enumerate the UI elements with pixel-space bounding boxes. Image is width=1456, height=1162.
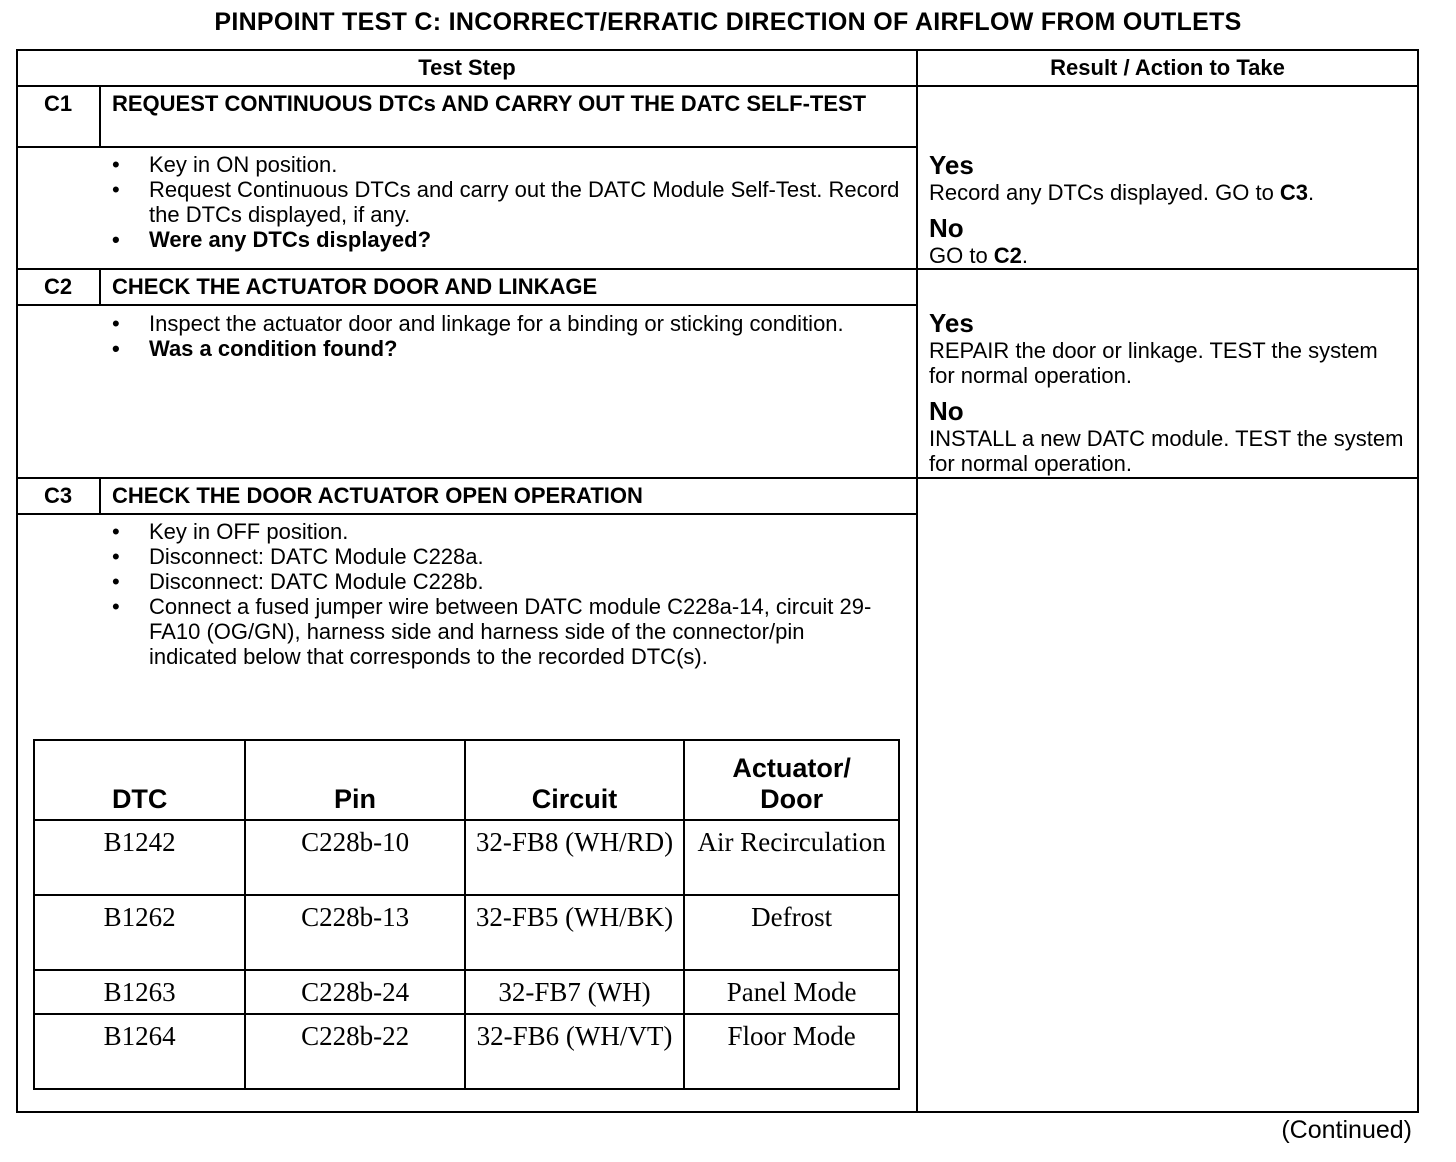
yes-label: Yes <box>929 150 974 180</box>
column-header-circuit: Circuit <box>465 740 685 820</box>
list-item: • Inspect the actuator door and linkage for a binding or sticking condition. <box>112 311 872 336</box>
cell-pin: C228b-22 <box>245 1014 464 1089</box>
yes-action: REPAIR the door or linkage. TEST the system for normal operation. <box>929 338 1378 388</box>
cell-dtc: B1242 <box>34 820 245 895</box>
cell-actuator: Defrost <box>684 895 899 970</box>
cell-dtc: B1264 <box>34 1014 245 1089</box>
list-item: • Was a condition found? <box>112 336 872 361</box>
divider <box>16 85 1419 87</box>
cell-pin: C228b-10 <box>245 820 464 895</box>
yes-label: Yes <box>929 308 974 338</box>
header-result: Result / Action to Take <box>1050 55 1285 80</box>
cell-circuit: 32-FB6 (WH/VT) <box>465 1014 685 1089</box>
cell-circuit: 32-FB7 (WH) <box>465 970 685 1014</box>
cell-actuator: Floor Mode <box>684 1014 899 1089</box>
column-header-pin: Pin <box>245 740 464 820</box>
table-row <box>34 820 899 895</box>
list-item: • Key in OFF position. <box>112 519 877 544</box>
divider <box>916 49 918 1113</box>
cell-pin: C228b-24 <box>245 970 464 1014</box>
cell-actuator: Air Recirculation <box>684 820 899 895</box>
step-title-c2: CHECK THE ACTUATOR DOOR AND LINKAGE <box>112 274 598 299</box>
no-label: No <box>929 213 964 243</box>
column-header-actuator-door: Actuator/ Door <box>684 740 899 820</box>
dtc-table <box>33 739 900 1090</box>
step-title-c1: REQUEST CONTINUOUS DTCs AND CARRY OUT THE DATC SELF-TEST <box>112 91 867 116</box>
table-row <box>34 1014 899 1089</box>
step-c3-instructions <box>112 519 877 669</box>
divider <box>16 304 917 306</box>
list-item: • Connect a fused jumper wire between DATC module C228a-14, circuit 29-FA10 (OG/GN), harness side and harness side of the connector/pin indicated below that corresponds to the recorded DTC(s). <box>112 594 877 669</box>
no-action: INSTALL a new DATC module. TEST the system for normal operation. <box>929 426 1404 476</box>
step-c2-instructions <box>112 311 872 361</box>
step-link[interactable]: C3 <box>1279 180 1309 205</box>
step-title-c3: CHECK THE DOOR ACTUATOR OPEN OPERATION <box>112 483 643 508</box>
divider <box>99 86 101 148</box>
column-header-dtc: DTC <box>34 740 245 820</box>
no-label: No <box>929 396 964 426</box>
list-item: • Key in ON position. <box>112 152 902 177</box>
no-action: GO to C2. <box>929 243 1029 268</box>
list-item: • Request Continuous DTCs and carry out the DATC Module Self-Test. Record the DTCs displayed, if any. <box>112 177 902 227</box>
yes-action: Record any DTCs displayed. GO to C3. <box>929 180 1315 205</box>
list-item: • Disconnect: DATC Module C228b. <box>112 569 877 594</box>
step-link[interactable]: C2 <box>993 243 1022 268</box>
page-title: PINPOINT TEST C: INCORRECT/ERRATIC DIRECTION OF AIRFLOW FROM OUTLETS <box>214 8 1242 36</box>
divider <box>16 477 1419 479</box>
result-c1 <box>929 150 1409 268</box>
list-item: • Disconnect: DATC Module C228a. <box>112 544 877 569</box>
divider <box>16 513 917 515</box>
continued-note: (Continued) <box>1281 1116 1412 1144</box>
cell-circuit: 32-FB5 (WH/BK) <box>465 895 685 970</box>
divider <box>16 268 1419 270</box>
divider <box>99 478 101 514</box>
cell-circuit: 32-FB8 (WH/RD) <box>465 820 685 895</box>
table-row <box>34 970 899 1014</box>
cell-actuator: Panel Mode <box>684 970 899 1014</box>
step-id-c2: C2 <box>43 274 73 299</box>
cell-dtc: B1262 <box>34 895 245 970</box>
header-test-step: Test Step <box>418 55 516 80</box>
cell-dtc: B1263 <box>34 970 245 1014</box>
divider <box>99 269 101 305</box>
table-header-row <box>34 740 899 820</box>
list-item: • Were any DTCs displayed? <box>112 227 902 252</box>
step-c1-instructions <box>112 152 902 252</box>
table-row <box>34 895 899 970</box>
step-id-c1: C1 <box>43 91 73 116</box>
divider <box>16 146 917 148</box>
cell-pin: C228b-13 <box>245 895 464 970</box>
step-id-c3: C3 <box>43 483 73 508</box>
result-c2 <box>929 308 1409 476</box>
